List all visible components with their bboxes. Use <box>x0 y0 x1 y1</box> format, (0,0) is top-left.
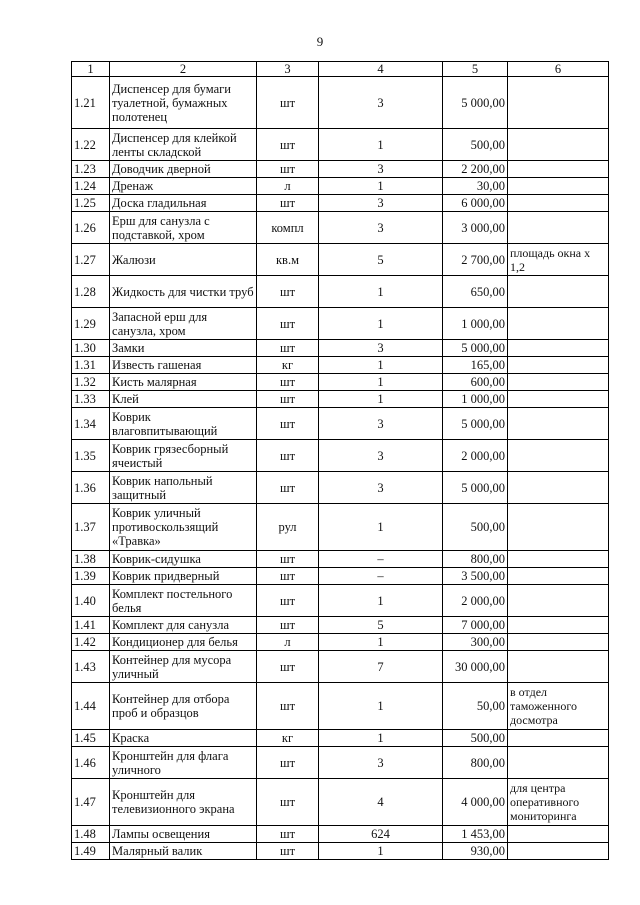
cell-name: Коврик напольный защитный <box>110 472 257 504</box>
cell-num: 1.25 <box>72 195 110 212</box>
cell-name: Ерш для санузла с подставкой, хром <box>110 212 257 244</box>
cell-note <box>508 408 609 440</box>
cell-price: 5 000,00 <box>443 408 508 440</box>
cell-unit: кв.м <box>257 244 319 276</box>
cell-qty: 624 <box>319 826 443 843</box>
cell-unit: шт <box>257 408 319 440</box>
cell-qty: 5 <box>319 617 443 634</box>
table-row <box>72 585 609 617</box>
cell-note: площадь окна х 1,2 <box>508 244 609 276</box>
cell-num: 1.31 <box>72 357 110 374</box>
cell-note <box>508 651 609 683</box>
cell-unit: рул <box>257 504 319 551</box>
cell-num: 1.48 <box>72 826 110 843</box>
cell-price: 600,00 <box>443 374 508 391</box>
cell-price: 2 200,00 <box>443 161 508 178</box>
cell-note <box>508 161 609 178</box>
cell-qty: 1 <box>319 276 443 308</box>
cell-unit: шт <box>257 374 319 391</box>
cell-num: 1.26 <box>72 212 110 244</box>
cell-name: Коврик влаговпитывающий <box>110 408 257 440</box>
table-row <box>72 826 609 843</box>
cell-price: 5 000,00 <box>443 77 508 129</box>
cell-qty: 1 <box>319 504 443 551</box>
cell-note <box>508 178 609 195</box>
cell-qty: 1 <box>319 129 443 161</box>
cell-price: 165,00 <box>443 357 508 374</box>
table-row <box>72 843 609 860</box>
cell-num: 1.36 <box>72 472 110 504</box>
cell-price: 500,00 <box>443 129 508 161</box>
cell-qty: 7 <box>319 651 443 683</box>
table-row <box>72 212 609 244</box>
cell-name: Коврик придверный <box>110 568 257 585</box>
cell-name: Кронштейн для телевизионного экрана <box>110 779 257 826</box>
cell-qty: 4 <box>319 779 443 826</box>
cell-note <box>508 585 609 617</box>
cell-qty: 1 <box>319 730 443 747</box>
cell-note <box>508 843 609 860</box>
cell-note <box>508 747 609 779</box>
cell-note <box>508 357 609 374</box>
cell-name: Контейнер для отбора проб и образцов <box>110 683 257 730</box>
column-header: 3 <box>257 62 319 77</box>
cell-unit: шт <box>257 683 319 730</box>
cell-price: 5 000,00 <box>443 340 508 357</box>
table-row <box>72 730 609 747</box>
cell-qty: 1 <box>319 178 443 195</box>
table-row <box>72 408 609 440</box>
cell-price: 800,00 <box>443 747 508 779</box>
cell-unit: л <box>257 178 319 195</box>
cell-note <box>508 308 609 340</box>
cell-name: Жалюзи <box>110 244 257 276</box>
column-header: 6 <box>508 62 609 77</box>
cell-unit: шт <box>257 779 319 826</box>
cell-num: 1.37 <box>72 504 110 551</box>
cell-num: 1.24 <box>72 178 110 195</box>
cell-note: для центра оперативного мониторинга <box>508 779 609 826</box>
cell-qty: 3 <box>319 161 443 178</box>
table-row <box>72 244 609 276</box>
column-header: 5 <box>443 62 508 77</box>
cell-unit: шт <box>257 651 319 683</box>
cell-name: Жидкость для чистки труб <box>110 276 257 308</box>
cell-num: 1.38 <box>72 551 110 568</box>
cell-unit: шт <box>257 195 319 212</box>
cell-price: 500,00 <box>443 504 508 551</box>
cell-name: Коврик грязесборный ячеистый <box>110 440 257 472</box>
table-row <box>72 551 609 568</box>
cell-price: 800,00 <box>443 551 508 568</box>
cell-qty: 3 <box>319 440 443 472</box>
cell-name: Кронштейн для флага уличного <box>110 747 257 779</box>
cell-name: Доводчик дверной <box>110 161 257 178</box>
cell-note <box>508 826 609 843</box>
table-row <box>72 161 609 178</box>
cell-name: Комплект постельного белья <box>110 585 257 617</box>
cell-num: 1.33 <box>72 391 110 408</box>
table-header-row <box>72 62 609 77</box>
table-row <box>72 374 609 391</box>
cell-num: 1.32 <box>72 374 110 391</box>
cell-num: 1.43 <box>72 651 110 683</box>
table-row <box>72 568 609 585</box>
cell-price: 3 000,00 <box>443 212 508 244</box>
cell-note <box>508 374 609 391</box>
cell-price: 2 000,00 <box>443 440 508 472</box>
cell-note <box>508 568 609 585</box>
cell-unit: шт <box>257 747 319 779</box>
cell-qty: 1 <box>319 374 443 391</box>
cell-note <box>508 440 609 472</box>
table-row <box>72 178 609 195</box>
cell-price: 4 000,00 <box>443 779 508 826</box>
cell-num: 1.49 <box>72 843 110 860</box>
cell-qty: 1 <box>319 843 443 860</box>
cell-name: Краска <box>110 730 257 747</box>
cell-price: 7 000,00 <box>443 617 508 634</box>
cell-num: 1.45 <box>72 730 110 747</box>
column-header: 1 <box>72 62 110 77</box>
page-number: 9 <box>316 34 324 49</box>
cell-price: 1 000,00 <box>443 391 508 408</box>
cell-unit: л <box>257 634 319 651</box>
cell-qty: 3 <box>319 747 443 779</box>
cell-name: Лампы освещения <box>110 826 257 843</box>
cell-name: Доска гладильная <box>110 195 257 212</box>
cell-qty: 3 <box>319 212 443 244</box>
cell-name: Диспенсер для бумаги туалетной, бумажных полотенец <box>110 77 257 129</box>
cell-num: 1.40 <box>72 585 110 617</box>
cell-name: Клей <box>110 391 257 408</box>
cell-name: Малярный валик <box>110 843 257 860</box>
cell-num: 1.42 <box>72 634 110 651</box>
price-table <box>71 61 609 860</box>
cell-name: Кисть малярная <box>110 374 257 391</box>
cell-unit: шт <box>257 340 319 357</box>
table-row <box>72 195 609 212</box>
cell-note <box>508 340 609 357</box>
table-row <box>72 472 609 504</box>
cell-unit: кг <box>257 357 319 374</box>
cell-qty: 3 <box>319 472 443 504</box>
cell-unit: шт <box>257 77 319 129</box>
cell-price: 2 000,00 <box>443 585 508 617</box>
cell-num: 1.27 <box>72 244 110 276</box>
table-row <box>72 276 609 308</box>
cell-qty: – <box>319 568 443 585</box>
cell-note <box>508 472 609 504</box>
cell-price: 30 000,00 <box>443 651 508 683</box>
cell-num: 1.28 <box>72 276 110 308</box>
cell-price: 6 000,00 <box>443 195 508 212</box>
cell-price: 500,00 <box>443 730 508 747</box>
cell-unit: шт <box>257 568 319 585</box>
cell-name: Комплект для санузла <box>110 617 257 634</box>
cell-unit: шт <box>257 472 319 504</box>
cell-num: 1.44 <box>72 683 110 730</box>
cell-price: 50,00 <box>443 683 508 730</box>
cell-num: 1.34 <box>72 408 110 440</box>
table-row <box>72 651 609 683</box>
table-row <box>72 129 609 161</box>
cell-note <box>508 617 609 634</box>
table-row <box>72 779 609 826</box>
cell-qty: 3 <box>319 340 443 357</box>
cell-num: 1.21 <box>72 77 110 129</box>
cell-note <box>508 634 609 651</box>
cell-num: 1.39 <box>72 568 110 585</box>
cell-unit: шт <box>257 585 319 617</box>
cell-qty: 3 <box>319 195 443 212</box>
table-row <box>72 634 609 651</box>
cell-qty: – <box>319 551 443 568</box>
table-row <box>72 357 609 374</box>
cell-qty: 3 <box>319 77 443 129</box>
column-header: 4 <box>319 62 443 77</box>
cell-unit: шт <box>257 617 319 634</box>
cell-note: в отдел таможенного досмотра <box>508 683 609 730</box>
cell-unit: шт <box>257 276 319 308</box>
cell-note <box>508 551 609 568</box>
cell-unit: шт <box>257 440 319 472</box>
cell-price: 930,00 <box>443 843 508 860</box>
cell-note <box>508 504 609 551</box>
cell-qty: 1 <box>319 357 443 374</box>
cell-unit: компл <box>257 212 319 244</box>
cell-qty: 1 <box>319 585 443 617</box>
cell-price: 650,00 <box>443 276 508 308</box>
cell-price: 3 500,00 <box>443 568 508 585</box>
cell-price: 5 000,00 <box>443 472 508 504</box>
cell-name: Дренаж <box>110 178 257 195</box>
cell-price: 2 700,00 <box>443 244 508 276</box>
cell-note <box>508 77 609 129</box>
cell-price: 300,00 <box>443 634 508 651</box>
cell-num: 1.30 <box>72 340 110 357</box>
cell-name: Запасной ерш для санузла, хром <box>110 308 257 340</box>
cell-num: 1.29 <box>72 308 110 340</box>
cell-num: 1.22 <box>72 129 110 161</box>
cell-name: Коврик-сидушка <box>110 551 257 568</box>
cell-name: Кондиционер для белья <box>110 634 257 651</box>
cell-unit: шт <box>257 308 319 340</box>
table-row <box>72 308 609 340</box>
cell-qty: 3 <box>319 408 443 440</box>
cell-note <box>508 129 609 161</box>
cell-num: 1.46 <box>72 747 110 779</box>
cell-name: Диспенсер для клейкой ленты складской <box>110 129 257 161</box>
cell-note <box>508 391 609 408</box>
cell-note <box>508 730 609 747</box>
cell-unit: шт <box>257 551 319 568</box>
cell-unit: кг <box>257 730 319 747</box>
table-row <box>72 340 609 357</box>
cell-qty: 1 <box>319 634 443 651</box>
table-row <box>72 747 609 779</box>
cell-name: Замки <box>110 340 257 357</box>
table-row <box>72 77 609 129</box>
cell-price: 1 453,00 <box>443 826 508 843</box>
cell-note <box>508 195 609 212</box>
cell-unit: шт <box>257 843 319 860</box>
cell-unit: шт <box>257 391 319 408</box>
cell-name: Известь гашеная <box>110 357 257 374</box>
table-body <box>72 62 609 860</box>
table-row <box>72 617 609 634</box>
table-row <box>72 504 609 551</box>
cell-note <box>508 276 609 308</box>
cell-price: 30,00 <box>443 178 508 195</box>
table-row <box>72 440 609 472</box>
cell-note <box>508 212 609 244</box>
cell-num: 1.41 <box>72 617 110 634</box>
cell-unit: шт <box>257 129 319 161</box>
cell-unit: шт <box>257 161 319 178</box>
table-row <box>72 683 609 730</box>
cell-qty: 5 <box>319 244 443 276</box>
column-header: 2 <box>110 62 257 77</box>
cell-qty: 1 <box>319 308 443 340</box>
cell-num: 1.47 <box>72 779 110 826</box>
cell-num: 1.23 <box>72 161 110 178</box>
table-row <box>72 391 609 408</box>
cell-qty: 1 <box>319 391 443 408</box>
cell-name: Коврик уличный противоскользящий «Травка» <box>110 504 257 551</box>
cell-qty: 1 <box>319 683 443 730</box>
cell-unit: шт <box>257 826 319 843</box>
cell-price: 1 000,00 <box>443 308 508 340</box>
cell-name: Контейнер для мусора уличный <box>110 651 257 683</box>
cell-num: 1.35 <box>72 440 110 472</box>
